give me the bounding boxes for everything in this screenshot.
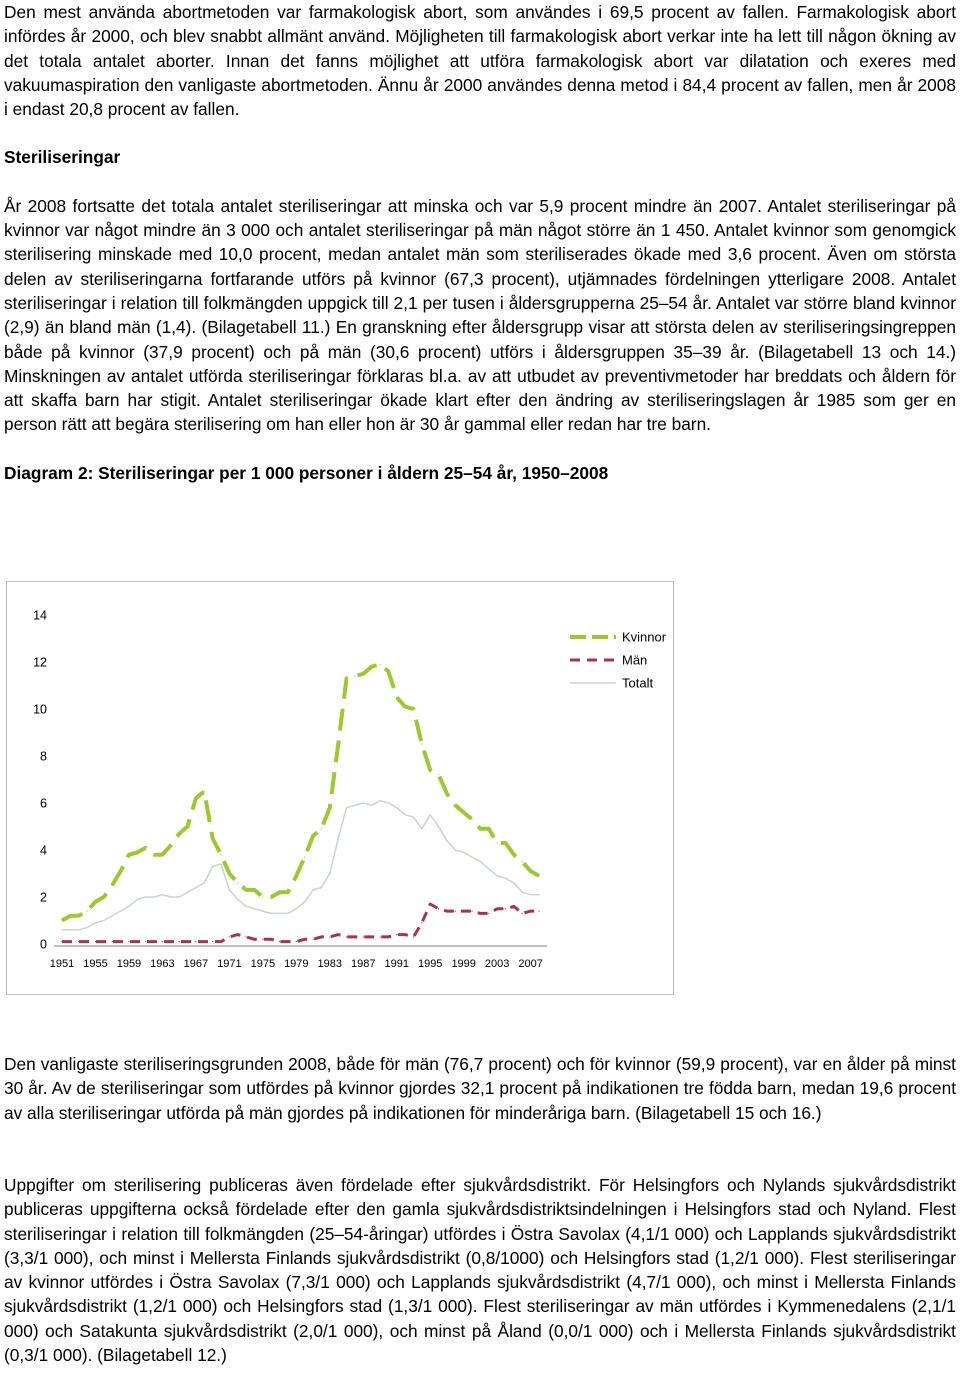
data-point (438, 826, 439, 827)
data-point (204, 791, 205, 792)
data-point (304, 856, 305, 857)
data-point (279, 892, 280, 893)
series-line-kvinnor (62, 664, 539, 920)
intro-paragraph: Den mest använda abortmetoden var farmakologisk abort, som användes i 69,5 procent av fallen. Farmakologisk abort infördes år 2000, och blev snabbt allmänt använd. Möjligheten till farmakologisk abort verkar inte ha lett till någon ökning av det totala antalet aborter. Innan det fanns möjlighet att utföra farmakologisk abort var dilatation och exeres med vakuumaspiration den vanligaste abortmetoden. Ännu år 2000 användes denna metod i 84,4 procent av fallen, men år 2008 i endast 20,8 procent av fallen. (4, 2, 956, 120)
data-point (354, 936, 355, 937)
data-point (187, 826, 188, 827)
data-point (379, 800, 380, 801)
y-tick-label: 8 (40, 749, 47, 764)
legend-label: Kvinnor (622, 629, 667, 645)
data-point (187, 941, 188, 942)
data-point (195, 887, 196, 888)
x-tick-label: 1971 (217, 958, 242, 970)
data-point (430, 770, 431, 771)
x-tick-label: 1963 (150, 958, 175, 970)
data-point (396, 934, 397, 935)
data-point (237, 934, 238, 935)
data-point (388, 671, 389, 672)
data-point (446, 793, 447, 794)
data-point (120, 871, 121, 872)
data-point (513, 854, 514, 855)
data-point (78, 915, 79, 916)
data-point (153, 896, 154, 897)
data-point (421, 828, 422, 829)
data-point (296, 908, 297, 909)
data-point (371, 936, 372, 937)
data-point (95, 922, 96, 923)
data-point (538, 894, 539, 895)
data-point (254, 908, 255, 909)
data-point (379, 936, 380, 937)
data-point (346, 678, 347, 679)
legend-label: Totalt (622, 675, 654, 691)
data-point (204, 941, 205, 942)
y-tick-label: 14 (33, 608, 47, 623)
x-tick-label: 1959 (116, 958, 142, 970)
data-point (413, 936, 414, 937)
data-point (513, 882, 514, 883)
data-point (162, 941, 163, 942)
data-point (329, 936, 330, 937)
data-point (405, 814, 406, 815)
y-tick-label: 12 (33, 655, 47, 670)
data-point (522, 913, 523, 914)
data-point (195, 941, 196, 942)
data-point (405, 934, 406, 935)
data-point (405, 706, 406, 707)
data-point (488, 913, 489, 914)
x-tick-label: 1995 (417, 958, 443, 970)
data-point (95, 941, 96, 942)
x-tick-label: 1991 (384, 958, 409, 970)
data-point (463, 812, 464, 813)
x-tick-label: 1983 (317, 958, 343, 970)
data-point (287, 892, 288, 893)
data-point (363, 673, 364, 674)
data-point (78, 941, 79, 942)
x-tick-label: 1987 (351, 958, 376, 970)
data-point (371, 666, 372, 667)
data-point (304, 939, 305, 940)
data-point (396, 807, 397, 808)
data-point (497, 875, 498, 876)
data-point (237, 882, 238, 883)
data-point (204, 882, 205, 883)
data-point (321, 936, 322, 937)
data-point (363, 936, 364, 937)
x-tick-label: 1979 (284, 958, 309, 970)
data-point (430, 903, 431, 904)
section-title: Steriliseringar (4, 147, 121, 168)
data-point (271, 913, 272, 914)
data-point (279, 941, 280, 942)
data-point (78, 929, 79, 930)
data-point (363, 802, 364, 803)
data-point (480, 828, 481, 829)
data-point (321, 828, 322, 829)
data-point (329, 807, 330, 808)
data-point (246, 936, 247, 937)
data-point (463, 852, 464, 853)
diagram-title: Diagram 2: Steriliseringar per 1 000 personer i åldern 25–54 år, 1950–2008 (4, 462, 609, 483)
data-point (279, 913, 280, 914)
data-point (87, 927, 88, 928)
data-point (388, 936, 389, 937)
data-point (179, 833, 180, 834)
data-point (112, 885, 113, 886)
data-point (229, 889, 230, 890)
data-point (170, 896, 171, 897)
data-point (112, 941, 113, 942)
data-point (162, 854, 163, 855)
data-point (61, 941, 62, 942)
data-point (179, 896, 180, 897)
data-point (471, 856, 472, 857)
data-point (137, 852, 138, 853)
data-point (145, 847, 146, 848)
data-point (296, 941, 297, 942)
data-point (413, 817, 414, 818)
data-point (195, 798, 196, 799)
data-point (438, 774, 439, 775)
data-point (212, 866, 213, 867)
data-point (354, 805, 355, 806)
y-tick-label: 4 (40, 843, 47, 858)
data-point (220, 854, 221, 855)
data-point (354, 676, 355, 677)
data-point (128, 941, 129, 942)
legend-label: Män (622, 652, 648, 668)
data-point (128, 854, 129, 855)
data-point (497, 842, 498, 843)
data-point (346, 807, 347, 808)
y-tick-label: 6 (40, 796, 47, 811)
data-point (254, 939, 255, 940)
data-point (170, 941, 171, 942)
data-point (103, 920, 104, 921)
data-point (70, 941, 71, 942)
data-point (488, 868, 489, 869)
data-point (120, 941, 121, 942)
y-tick-label: 0 (40, 937, 47, 952)
data-point (396, 697, 397, 698)
data-point (237, 899, 238, 900)
data-point (70, 915, 71, 916)
after-chart-paragraph: Den vanligaste steriliseringsgrunden 2008, både för män (76,7 procent) och för kvinnor (59,9 procent), var en ålder på minst 30 år. Av de steriliseringar som utfördes på kvinnor gjordes 32,1 procent på indikationen tre födda barn, medan 19,6 procent av alla steriliseringar utförda på män gjordes på indikationen för minderåriga barn. (Bilagetabell 15 och 16.) (4, 1054, 956, 1123)
data-point (145, 896, 146, 897)
data-point (220, 864, 221, 865)
data-point (271, 939, 272, 940)
data-point (438, 908, 439, 909)
data-point (70, 929, 71, 930)
data-point (480, 913, 481, 914)
data-point (61, 920, 62, 921)
data-point (61, 929, 62, 930)
data-point (229, 873, 230, 874)
data-point (446, 840, 447, 841)
data-point (463, 911, 464, 912)
data-point (312, 835, 313, 836)
data-point (371, 805, 372, 806)
data-point (530, 894, 531, 895)
data-point (379, 664, 380, 665)
data-point (538, 911, 539, 912)
data-point (505, 908, 506, 909)
data-point (262, 911, 263, 912)
district-paragraph: Uppgifter om sterilisering publiceras även fördelade efter sjukvårdsdistrikt. För Helsingfors och Nylands sjukvårdsdistrikt publiceras uppgifterna också fördelade efter den gamla sjukvårdsdistriktsindelningen i Helsingfors stad och Nyland. Flest steriliseringar i relation till folkmängden (25–54-åringar) utfördes i Östra Savolax (4,1/1 000) och Lapplands sjukvårdsdistrikt (3,3/1 000), och minst i Mellersta Finlands sjukvårdsdistrikt (0,8/1000) och Helsingfors stad (1,2/1 000). Flest steriliseringar av kvinnor utfördes i Östra Savolax (7,3/1 000) och Lapplands sjukvårdsdistrikt (4,7/1 000), och minst i Mellersta Finlands sjukvårdsdistrikt (1,2/1 000) och Helsingfors stad (1,3/1 000). Flest steriliseringar av män utfördes i Kymmenedalens (2,1/1 000) och Satakunta sjukvårdsdistrikt (2,0/1 000), och minst på Åland (0,0/1 000) och i Mellersta Finlands sjukvårdsdistrikt (0,3/1 000). (Bilagetabell 12.) (4, 1175, 956, 1366)
data-point (505, 842, 506, 843)
data-point (145, 941, 146, 942)
data-point (488, 828, 489, 829)
data-point (128, 906, 129, 907)
data-point (388, 802, 389, 803)
data-point (212, 941, 213, 942)
data-point (446, 911, 447, 912)
data-point (413, 708, 414, 709)
data-point (538, 875, 539, 876)
data-point (455, 849, 456, 850)
data-point (530, 871, 531, 872)
data-point (87, 911, 88, 912)
x-tick-label: 2007 (518, 958, 543, 970)
data-point (287, 913, 288, 914)
data-point (137, 899, 138, 900)
data-point (522, 861, 523, 862)
series-line-män (62, 904, 539, 942)
data-point (179, 941, 180, 942)
data-point (471, 911, 472, 912)
data-point (95, 901, 96, 902)
y-tick-label: 10 (33, 702, 47, 717)
data-point (455, 911, 456, 912)
data-point (103, 896, 104, 897)
data-point (522, 892, 523, 893)
data-point (312, 939, 313, 940)
data-point (170, 845, 171, 846)
sterilization-paragraph: År 2008 fortsatte det totala antalet steriliseringar att minska och var 5,9 procent mindre än 2007. Antalet steriliseringar på kvinnor var något mindre än 3 000 och antalet steriliseringar på män något större än 1 450. Antalet kvinnor som genomgick sterilisering minskade med 10,0 procent, medan antalet män som steriliserades ökade med 3,6 procent. Även om största delen av steriliseringarna fortfarande utförs på kvinnor (67,3 procent), utjämnades fördelningen ytterligare 2008. Antalet steriliseringar i relation till folkmängden uppgick till 2,1 per tusen i åldersgrupperna 25–54 år. Antalet var större bland kvinnor (2,9) än bland män (1,4). (Bilagetabell 11.) En granskning efter åldersgrupp visar att största delen av steriliseringsingreppen både på kvinnor (37,9 procent) och på män (30,6 procent) utförs i åldersgruppen 35–39 år. (Bilagetabell 13 och 14.) Minskningen av antalet utförda steriliseringar förklaras bl.a. av att utbudet av preventivmetoder har breddats och åldern för att skaffa barn har stigit. Antalet steriliseringar ökade klart efter den ändring av steriliseringslagen år 1985 som ger en person rätt att begära sterilisering om han eller hon är 30 år gammal eller redan har tre barn. (4, 195, 956, 435)
sterilization-chart (6, 581, 674, 995)
chart-canvas (7, 582, 675, 996)
data-point (304, 901, 305, 902)
x-tick-label: 1955 (83, 958, 108, 970)
data-point (421, 744, 422, 745)
data-point (321, 887, 322, 888)
data-point (103, 941, 104, 942)
data-point (187, 892, 188, 893)
data-point (120, 911, 121, 912)
data-point (312, 889, 313, 890)
data-point (271, 896, 272, 897)
data-point (153, 854, 154, 855)
data-point (455, 805, 456, 806)
x-tick-label: 2003 (484, 958, 510, 970)
data-point (229, 936, 230, 937)
data-point (421, 922, 422, 923)
data-point (262, 939, 263, 940)
data-point (296, 875, 297, 876)
data-point (87, 941, 88, 942)
data-point (220, 941, 221, 942)
data-point (430, 814, 431, 815)
document-page (4, 0, 956, 485)
data-point (112, 915, 113, 916)
data-point (162, 894, 163, 895)
data-point (137, 941, 138, 942)
x-tick-label: 1999 (451, 958, 476, 970)
data-point (262, 896, 263, 897)
data-point (212, 838, 213, 839)
data-point (338, 744, 339, 745)
data-point (497, 908, 498, 909)
data-point (530, 911, 531, 912)
x-tick-label: 1975 (250, 958, 276, 970)
data-point (246, 889, 247, 890)
data-point (471, 819, 472, 820)
data-point (153, 941, 154, 942)
data-point (346, 936, 347, 937)
data-point (329, 873, 330, 874)
data-point (338, 934, 339, 935)
data-point (505, 878, 506, 879)
data-point (287, 941, 288, 942)
data-point (513, 906, 514, 907)
x-tick-label: 1951 (49, 958, 75, 970)
data-point (338, 838, 339, 839)
x-tick-label: 1967 (183, 958, 209, 970)
data-point (246, 906, 247, 907)
data-point (254, 889, 255, 890)
data-point (480, 861, 481, 862)
y-tick-label: 2 (40, 890, 47, 905)
